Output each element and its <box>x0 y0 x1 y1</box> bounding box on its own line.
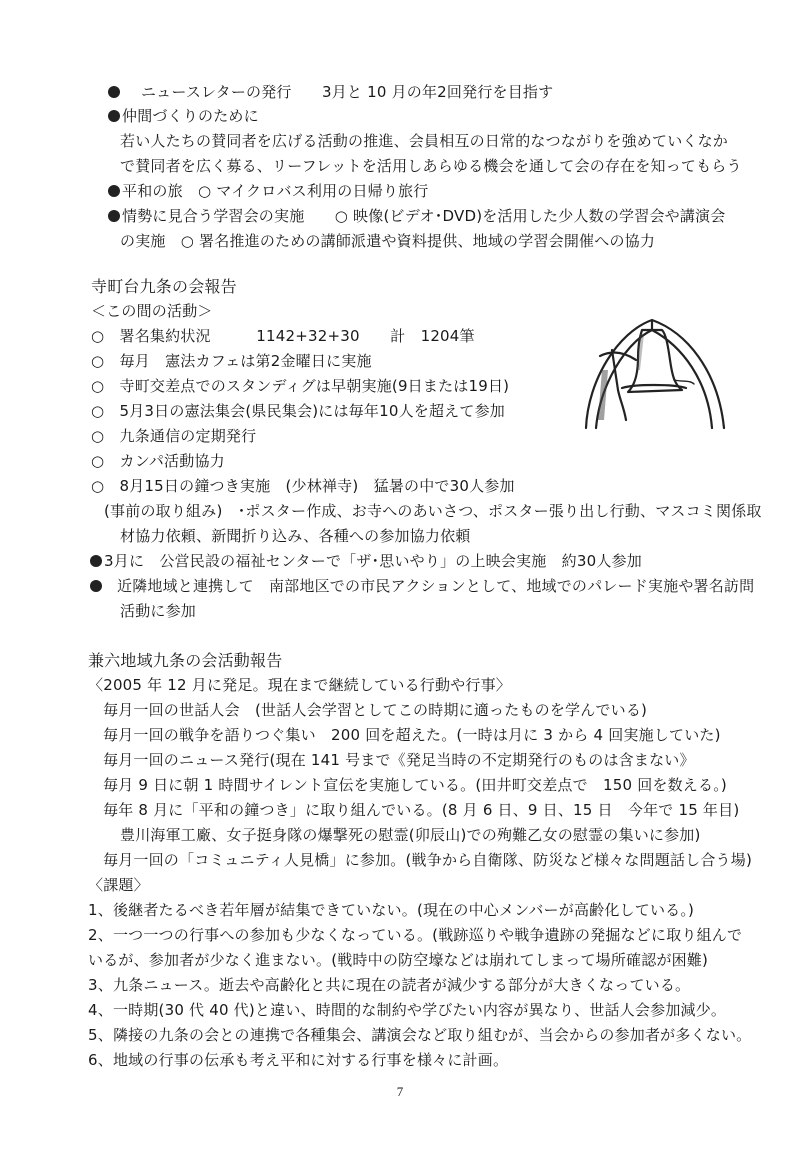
kenroku-activity: 毎月一回のニュース発行(現在 141 号まで《発足当時の不定期発行のものは含まない》 <box>103 751 695 769</box>
teramachi-item: ○ 署名集約状況 1142+32+30 計 1204筆 <box>91 327 475 345</box>
issue-item: 3、九条ニュース。逝去や高齢化と共に現在の読者が減少する部分が大きくなっている。 <box>88 976 691 994</box>
friends-body-line: で賛同者を広く募る、リーフレットを活用しあらゆる機会を通して会の存在を知ってもらう <box>120 157 742 175</box>
friends-item: 仲間づくりのために <box>108 106 259 126</box>
bullet-icon <box>90 555 102 567</box>
kenroku-activity: 毎月 9 日に朝 1 時間サイレント宣伝を実施している。(田井町交差点で 150 回を数える。) <box>103 776 727 794</box>
teramachi-march: 3月に 公営民設の福祉センターで「ザ･思いやり」の上映会実施 約30人参加 <box>90 551 642 571</box>
teramachi-item: ○ 毎月 憲法カフェは第2金曜日に実施 <box>91 352 372 370</box>
study-item: 情勢に見合う学習会の実施 ○ 映像(ビデオ･DVD)を活用した少人数の学習会や講演会 <box>108 206 725 226</box>
newsletter-item: ニュースレターの発行 3月と 10 月の年2回発行を目指す <box>108 82 553 102</box>
issue-item: 6、地域の行事の伝承も考え平和に対する行事を様々に計画。 <box>88 1051 509 1069</box>
study-item-cont: の実施 ○ 署名推進のための講師派遣や資料提供、地域の学習会開催への協力 <box>120 232 656 250</box>
issue-item: 5、隣接の九条の会との連携で各種集会、講演会など取り組むが、当会からの参加者が多くない。 <box>88 1026 752 1044</box>
issue-item-cont: いるが、参加者が少なく進まない。(戦時中の防空壕などは崩れてしまって場所確認が困難) <box>88 951 709 969</box>
teramachi-heading: 寺町台九条の会報告 <box>91 277 237 296</box>
bullet-icon <box>108 185 120 197</box>
issues-heading: 〈課題〉 <box>88 876 149 894</box>
kenroku-activity: 毎年 8 月に「平和の鐘つき」に取り組んでいる。(8 月 6 日、9 日、15 日 今年で 15 年目) <box>103 801 740 819</box>
peace-trip-item: 平和の旅 ○ マイクロバス利用の日帰り旅行 <box>108 181 428 201</box>
teramachi-prep-cont: 材協力依頼、新聞折り込み、各種への参加協力依頼 <box>120 527 471 545</box>
issue-item: 4、一時期(30 代 40 代)と違い、時間的な制約や学びたい内容が異なり、世話人会参加減少。 <box>88 1001 727 1019</box>
issue-item: 1、後継者たるべき若年層が結集できていない。(現在の中心メンバーが高齢化している。) <box>88 901 695 919</box>
kenroku-intro: 〈2005 年 12 月に発足。現在まで継続している行動や行事〉 <box>88 676 511 694</box>
teramachi-item: ○ カンパ活動協力 <box>91 452 225 470</box>
teramachi-item: ○ 寺町交差点でのスタンディグは早朝実施(9日または19日) <box>91 377 510 395</box>
temple-bell-illustration <box>578 310 730 438</box>
bullet-icon <box>108 110 120 122</box>
issue-item: 2、一つ一つの行事への参加も少なくなっている。(戦跡巡りや戦争遺跡の発掘などに取り組んで <box>88 926 743 944</box>
teramachi-subheading: ＜この間の活動＞ <box>91 302 213 320</box>
teramachi-regional-cont: 活動に参加 <box>120 602 197 620</box>
kenroku-activity: 毎月一回の世話人会 (世話人会学習としてこの時期に適ったものを学んでいる) <box>103 701 648 719</box>
teramachi-regional: 近隣地域と連携して 南部地区での市民アクションとして、地域でのパレード実施や署名訪問 <box>90 576 754 596</box>
bullet-icon <box>108 210 120 222</box>
teramachi-item: ○ 5月3日の憲法集会(県民集会)には毎年10人を超えて参加 <box>91 402 505 420</box>
friends-body-line: 若い人たちの賛同者を広げる活動の推進、会員相互の日常的なつながりを強めていくなか <box>120 132 729 150</box>
kenroku-heading: 兼六地域九条の会活動報告 <box>88 651 283 670</box>
bullet-icon <box>108 86 120 98</box>
kenroku-activity-cont: 豊川海軍工廠、女子挺身隊の爆撃死の慰霊(卯辰山)での殉難乙女の慰霊の集いに参加) <box>120 826 701 844</box>
kenroku-activity: 毎月一回の「コミュニティ人見橋」に参加。(戦争から自衛隊、防災など様々な問題話し合う場) <box>103 851 753 869</box>
kenroku-activity: 毎月一回の戦争を語りつぐ集い 200 回を超えた。(一時は月に 3 から 4 回実施していた) <box>103 726 721 744</box>
page-number: 7 <box>396 1084 404 1099</box>
teramachi-item: ○ 8月15日の鐘つき実施 (少林禅寺) 猛暑の中で30人参加 <box>91 477 515 495</box>
bullet-icon <box>90 580 102 592</box>
teramachi-prep: (事前の取り組み) ･ポスター作成、お寺へのあいさつ、ポスター張り出し行動、マスコミ関係取 <box>104 502 762 520</box>
teramachi-item: ○ 九条通信の定期発行 <box>91 427 257 445</box>
